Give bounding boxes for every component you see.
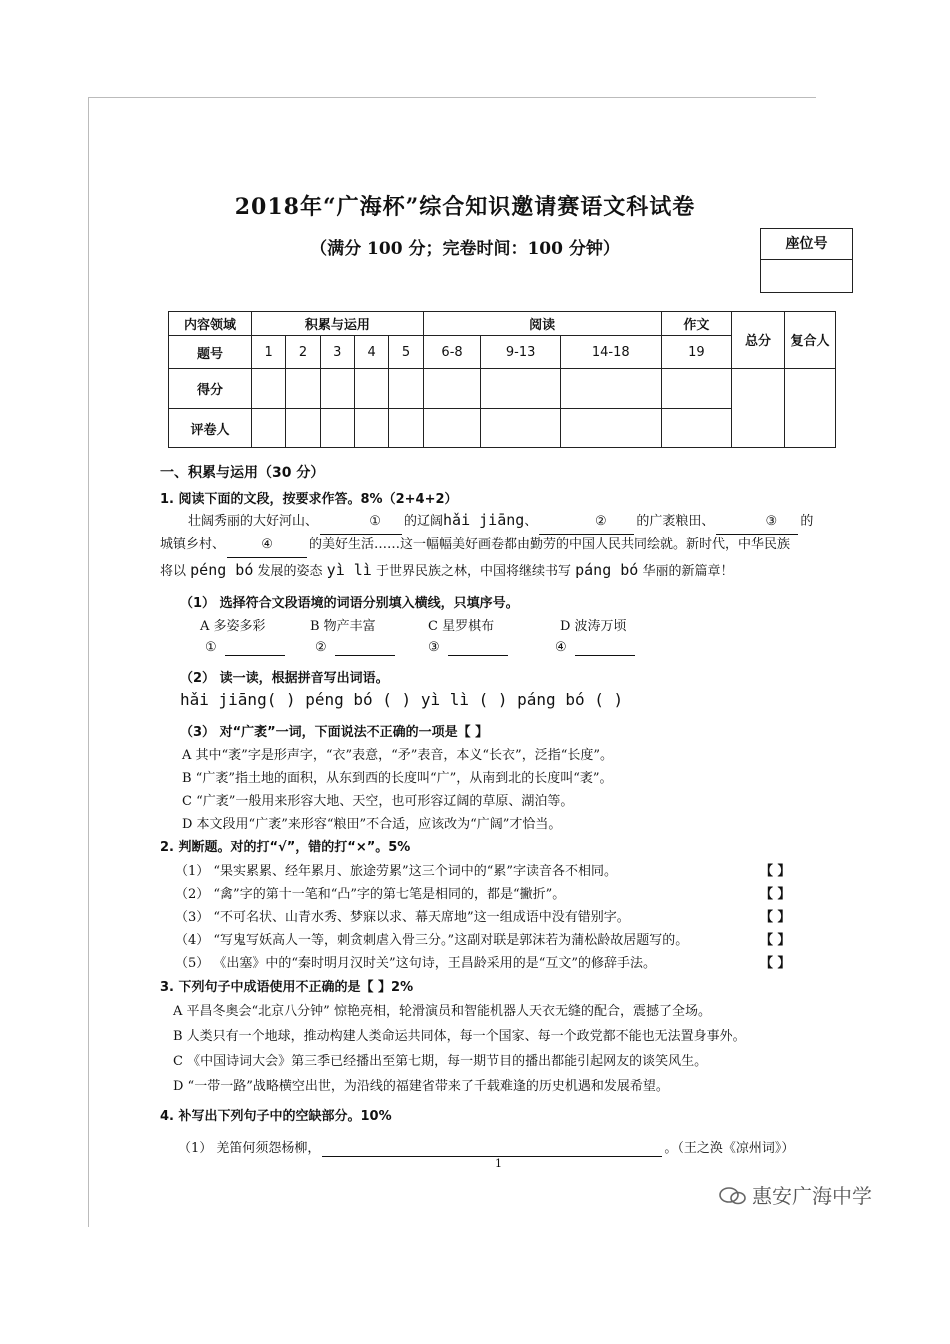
pinyin: hǎi jiāng bbox=[443, 511, 525, 529]
q1-heading: 1. 阅读下面的文段，按要求作答。8%（2+4+2） bbox=[160, 492, 458, 507]
passage-text: 的广袤粮田、 bbox=[636, 514, 715, 529]
answer-slot-3 bbox=[428, 640, 510, 656]
answer-slot-2 bbox=[315, 640, 397, 656]
header-reading: 阅读 bbox=[423, 312, 661, 336]
answer-blank[interactable] bbox=[225, 640, 285, 656]
header-composition: 作文 bbox=[661, 312, 731, 336]
slot-number: ③ bbox=[428, 640, 440, 655]
q2-item-4: （4） “写鬼写妖高人一等，刺贪刺虐入骨三分。”这副对联是郭沫若为蒲松龄故居题写的。 bbox=[175, 933, 689, 948]
q2-answer-bracket[interactable]: 【 】 bbox=[760, 933, 791, 948]
q2-answer-bracket[interactable]: 【 】 bbox=[760, 910, 791, 925]
passage-text: 华丽的新篇章！ bbox=[642, 564, 734, 579]
option-b: B 物产丰富 bbox=[310, 619, 376, 634]
page-border-left bbox=[88, 97, 89, 1227]
q3-option-a: A 平昌冬奥会“北京八分钟” 惊艳亮相，轮滑演员和智能机器人天衣无缝的配合，震撼了全场。 bbox=[173, 1004, 711, 1019]
grader-cell[interactable] bbox=[252, 409, 286, 448]
q2-item-3: （3） “不可名状、山青水秀、梦寐以求、幕天席地”这一组成语中没有错别字。 bbox=[175, 910, 630, 925]
score-cell[interactable] bbox=[423, 368, 481, 409]
q3-option-d: D “一带一路”战略横空出世，为沿线的福建省带来了千载难逢的历史机遇和发展希望。 bbox=[173, 1079, 669, 1094]
q1-passage-line2 bbox=[160, 533, 850, 558]
seat-number-box bbox=[760, 228, 853, 293]
question-no: 2 bbox=[286, 336, 320, 368]
q3-option-b: B 人类只有一个地球，推动构建人类命运共同体，每一个国家、每一个政党都不能也无法置身事外。 bbox=[173, 1029, 746, 1044]
option-d: D 波涛万顷 bbox=[560, 619, 627, 634]
watermark bbox=[718, 1180, 872, 1209]
grader-cell[interactable] bbox=[389, 409, 423, 448]
q2-answer-bracket[interactable]: 【 】 bbox=[760, 887, 791, 902]
score-cell[interactable] bbox=[481, 368, 560, 409]
question-no: 5 bbox=[389, 336, 423, 368]
blank-1[interactable]: ① bbox=[320, 510, 402, 535]
question-no: 6-8 bbox=[423, 336, 481, 368]
passage-text: 发展的姿态 bbox=[257, 564, 323, 579]
question-no: 4 bbox=[354, 336, 388, 368]
blank-4[interactable]: ④ bbox=[227, 533, 307, 558]
score-cell[interactable] bbox=[661, 368, 731, 409]
passage-text: 、 bbox=[524, 514, 538, 529]
grader-cell[interactable] bbox=[423, 409, 481, 448]
slot-number: ① bbox=[205, 640, 217, 655]
blank-2[interactable]: ② bbox=[539, 510, 634, 535]
poem-answer-blank[interactable] bbox=[322, 1141, 662, 1157]
q1-passage-line3 bbox=[160, 558, 850, 584]
header-question-no: 题号 bbox=[169, 336, 252, 368]
total-score-cell[interactable] bbox=[732, 368, 785, 447]
header-total: 总分 bbox=[732, 312, 785, 369]
grader-cell[interactable] bbox=[320, 409, 354, 448]
score-cell[interactable] bbox=[354, 368, 388, 409]
score-cell[interactable] bbox=[560, 368, 661, 409]
passage-text: 的美好生活……这一幅幅美好画卷都由勤劳的中国人民共同绘就。新时代，中华民族 bbox=[309, 537, 791, 552]
pinyin: páng bó bbox=[575, 561, 639, 579]
score-cell[interactable] bbox=[389, 368, 423, 409]
question-no: 3 bbox=[320, 336, 354, 368]
section-1-heading: 一、积累与运用（30 分） bbox=[160, 465, 325, 481]
score-cell[interactable] bbox=[286, 368, 320, 409]
pinyin: péng bó bbox=[190, 561, 254, 579]
q2-item-1: （1） “果实累累、经年累月、旅途劳累”这三个词中的“累”字读音各不相同。 bbox=[175, 864, 617, 879]
q1-sub1: （1） 选择符合文段语境的词语分别填入横线，只填序号。 bbox=[180, 596, 519, 611]
pinyin-answer-line[interactable]: hǎi jiāng( ) péng bó ( ) yì lì ( ) páng bó ( ) bbox=[180, 690, 624, 709]
q4-item-1 bbox=[178, 1137, 794, 1157]
q2-item-5: （5） 《出塞》中的“秦时明月汉时关”这句诗，王昌龄采用的是“互文”的修辞手法。 bbox=[175, 956, 656, 971]
score-cell[interactable] bbox=[320, 368, 354, 409]
slot-number: ② bbox=[315, 640, 327, 655]
seat-number-field[interactable] bbox=[761, 260, 852, 291]
answer-slot-4 bbox=[555, 640, 637, 656]
header-accumulation: 积累与运用 bbox=[252, 312, 424, 336]
page-number: 1 bbox=[495, 1157, 502, 1170]
pinyin: yì lì bbox=[326, 561, 372, 579]
q1-sub2: （2） 读一读，根据拼音写出词语。 bbox=[180, 671, 389, 686]
wechat-icon bbox=[718, 1186, 748, 1206]
passage-text: 的辽阔 bbox=[404, 514, 444, 529]
q2-answer-bracket[interactable]: 【 】 bbox=[760, 864, 791, 879]
page-border-top bbox=[88, 97, 816, 98]
q3-option-c: C 《中国诗词大会》第三季已经播出至第七期，每一期节目的播出都能引起网友的谈笑风生。 bbox=[173, 1054, 708, 1069]
passage-text: 的 bbox=[800, 514, 814, 529]
question-no: 9-13 bbox=[481, 336, 560, 368]
header-reviewer: 复合人 bbox=[785, 312, 836, 369]
passage-text: 于世界民族之林，中国将继续书写 bbox=[375, 564, 571, 579]
answer-blank[interactable] bbox=[575, 640, 635, 656]
score-table bbox=[168, 311, 836, 448]
passage-text: 将以 bbox=[160, 564, 187, 579]
exam-subtitle: （满分 100 分；完卷时间：100 分钟） bbox=[310, 239, 620, 259]
grader-cell[interactable] bbox=[481, 409, 560, 448]
exam-title: 2018年“广海杯”综合知识邀请赛语文科试卷 bbox=[234, 194, 696, 220]
q2-answer-bracket[interactable]: 【 】 bbox=[760, 956, 791, 971]
q2-heading: 2. 判断题。对的打“√”，错的打“×”。5% bbox=[160, 840, 411, 855]
question-no: 19 bbox=[661, 336, 731, 368]
q3-heading: 3. 下列句子中成语使用不正确的是【 】2% bbox=[160, 980, 414, 995]
poem-source: 。（王之涣《凉州词》） bbox=[664, 1141, 795, 1156]
q4-heading: 4. 补写出下列句子中的空缺部分。10% bbox=[160, 1109, 392, 1124]
header-content-area: 内容领域 bbox=[169, 312, 252, 336]
option-a: A 多姿多彩 bbox=[200, 619, 266, 634]
slot-number: ④ bbox=[555, 640, 567, 655]
question-no: 14-18 bbox=[560, 336, 661, 368]
grader-cell[interactable] bbox=[560, 409, 661, 448]
q1-sub3-option-a: A 其中“袤”字是形声字，“衣”表意，“矛”表音，本义“长衣”，泛指“长度”。 bbox=[182, 748, 613, 763]
grader-row-label: 评卷人 bbox=[169, 409, 252, 448]
blank-3[interactable]: ③ bbox=[716, 510, 798, 535]
passage-text: 壮阔秀丽的大好河山、 bbox=[188, 514, 319, 529]
q1-sub3-option-c: C “广袤”一般用来形容大地、天空，也可形容辽阔的草原、湖泊等。 bbox=[182, 794, 574, 809]
grader-cell[interactable] bbox=[286, 409, 320, 448]
q1-sub3: （3） 对“广袤”一词，下面说法不正确的一项是【 】 bbox=[180, 725, 489, 740]
option-c: C 星罗棋布 bbox=[428, 619, 495, 634]
watermark-text: 惠安广海中学 bbox=[752, 1184, 872, 1208]
q2-item-2: （2） “禽”字的第十一笔和“凸”字的第七笔是相同的，都是“撇折”。 bbox=[175, 887, 566, 902]
score-cell[interactable] bbox=[252, 368, 286, 409]
question-no: 1 bbox=[252, 336, 286, 368]
poem-line-prefix: （1） 羌笛何须怨杨柳， bbox=[178, 1141, 321, 1156]
answer-slot-1 bbox=[205, 640, 287, 656]
reviewer-cell[interactable] bbox=[785, 368, 836, 447]
passage-text: 城镇乡村、 bbox=[160, 537, 226, 552]
seat-number-label: 座位号 bbox=[761, 229, 852, 260]
q1-passage bbox=[160, 508, 850, 535]
q1-sub3-option-b: B “广袤”指土地的面积，从东到西的长度叫“广”，从南到北的长度叫“袤”。 bbox=[182, 771, 613, 786]
answer-blank[interactable] bbox=[448, 640, 508, 656]
grader-cell[interactable] bbox=[661, 409, 731, 448]
grader-cell[interactable] bbox=[354, 409, 388, 448]
q1-sub3-option-d: D 本文段用“广袤”来形容“粮田”不合适，应该改为“广阔”才恰当。 bbox=[182, 817, 562, 832]
answer-blank[interactable] bbox=[335, 640, 395, 656]
score-row-label: 得分 bbox=[169, 368, 252, 409]
